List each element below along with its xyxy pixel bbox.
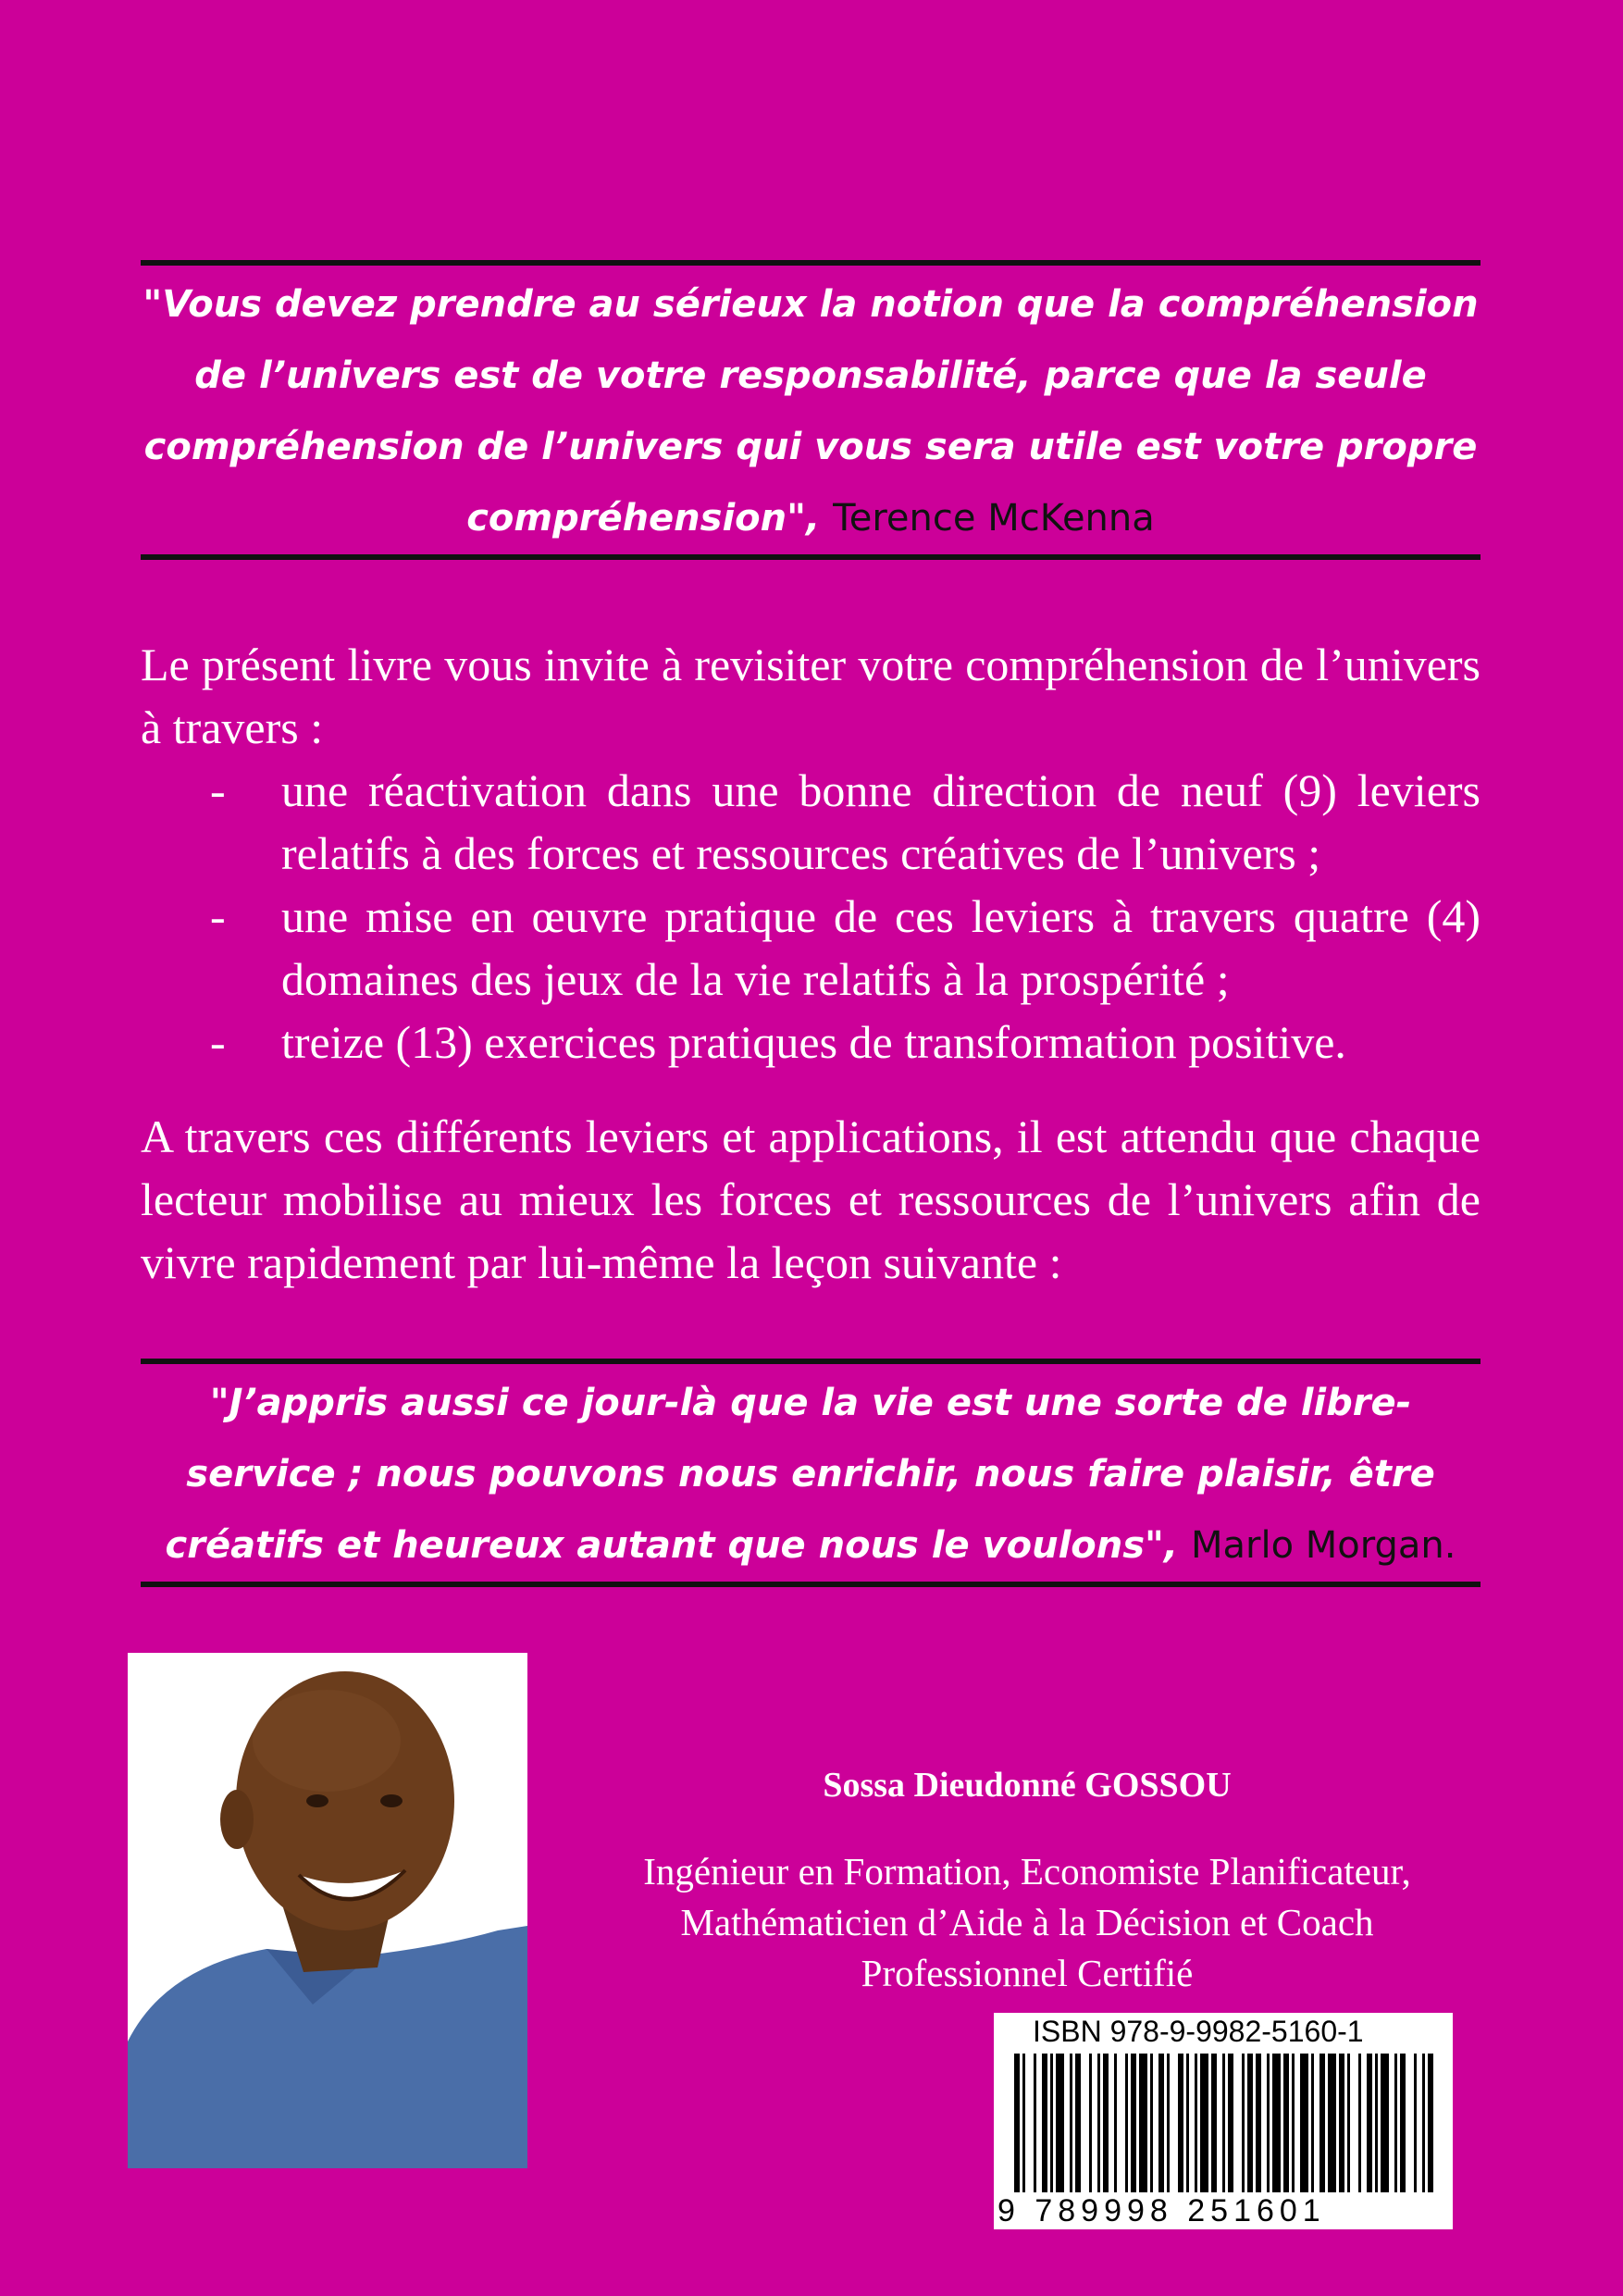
quote2	[141, 1368, 1481, 1582]
author-photo	[128, 1653, 527, 2168]
lever-list	[141, 759, 1481, 1074]
quote2-author: Marlo Morgan.	[1191, 1524, 1456, 1567]
isbn-digits: 9 789998 251601	[997, 2193, 1326, 2228]
second-paragraph: A travers ces différents leviers et applications, il est attendu que chaque lecteur mobilise au mieux les forces et ressources de l’univers afin de vivre rapidement par lui-même la leçon suivante :	[141, 1111, 1481, 1288]
isbn-label: ISBN 978-9-9982-5160-1	[1033, 2015, 1364, 2048]
quote2-top-rule	[141, 1359, 1481, 1364]
author-name: Sossa Dieudonné GOSSOU	[823, 1766, 1232, 1805]
quote1-text: "Vous devez prendre au sérieux la notion que la compréhension de l’univers est de votre responsabilité, parce que la seule compréhension de l’univers qui vous sera utile est votre propre compréhension",	[142, 283, 1479, 540]
quote1-top-rule	[141, 260, 1481, 266]
list-item: - treize (13) exercices pratiques de transformation positive.	[210, 1016, 1346, 1068]
quote1-author: Terence McKenna	[833, 497, 1155, 540]
quote1-bottom-rule	[141, 554, 1481, 560]
author-bio: Ingénieur en Formation, Economiste Planificateur, Mathématicien d’Aide à la Décision et Coach Professionnel Certifié	[643, 1850, 1411, 1994]
quote1	[141, 269, 1481, 554]
intro-paragraph: Le présent livre vous invite à revisiter votre compréhension de l’univers à travers :	[141, 639, 1481, 753]
quote2-bottom-rule	[141, 1582, 1481, 1587]
author-portrait-image	[128, 1653, 527, 2168]
list-item: - une réactivation dans une bonne direction de neuf (9) leviers relatifs à des forces et ressources créatives de l’univers ;	[210, 764, 1481, 879]
list-item: - une mise en œuvre pratique de ces leviers à travers quatre (4) domaines des jeux de la vie relatifs à la prospérité ;	[210, 890, 1481, 1005]
isbn-barcode	[994, 2013, 1453, 2229]
quote2-text: "J’appris aussi ce jour-là que la vie est une sorte de libre-service ; nous pouvons nous enrichir, nous faire plaisir, être créatifs et heureux autant que nous le voulons",	[165, 1382, 1435, 1567]
